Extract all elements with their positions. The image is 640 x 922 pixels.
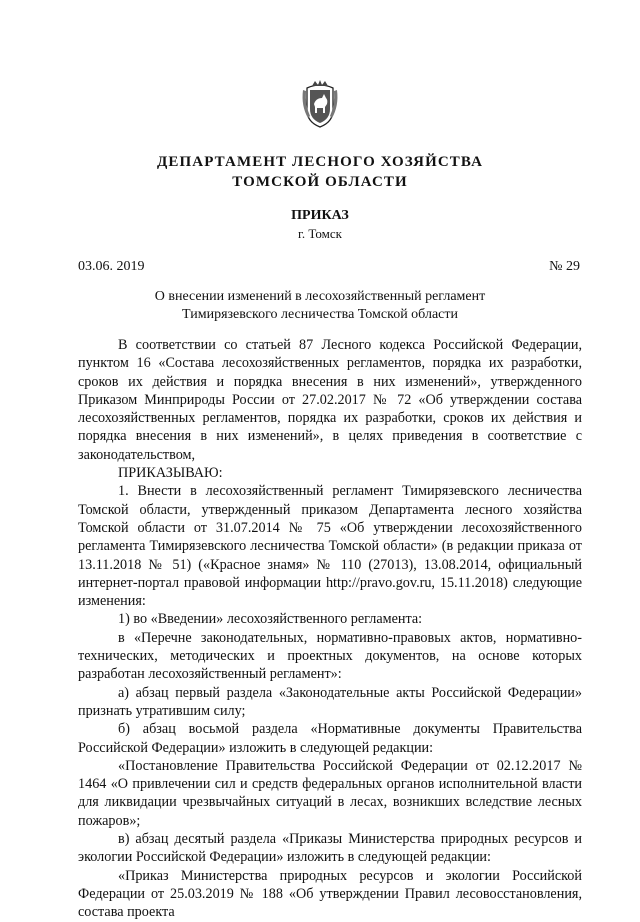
paragraph-list-of-acts: в «Перечне законодательных, нормативно-правовых актов, нормативно-технических, методических и проектных документов, на основе которых разработан лесохозяйственный регламент»:	[78, 629, 582, 683]
paragraph-clause-a: а) абзац первый раздела «Законодательные акты Российской Федерации» признать утратившим силу;	[78, 684, 582, 719]
paragraph-government-decree: «Постановление Правительства Российской Федерации от 02.12.2017 № 1464 «О привлечении сил и средств федеральных органов исполнительной власти для ликвидации чрезвычайных ситуаций в лесах, возникших вследствие лесных пожаров»;	[78, 757, 582, 829]
tomsk-coat-of-arms-icon	[300, 80, 340, 130]
document-city: г. Томск	[298, 226, 342, 241]
paragraph-item-1: 1. Внести в лесохозяйственный регламент Тимирязевского лесничества Томской области, утвержденный приказом Департамента лесного хозяйства Томской области от 31.07.2014 № 75 «Об утверждении лесохозяйственного регламента Тимирязевского лесничества Томской области» (в редакции приказа от 13.11.2018 № 51) («Красное знамя» № 110 (27013), 13.08.2014, официальный интернет-портал правовой информации http://pravo.gov.ru, 15.11.2018) следующие изменения:	[78, 483, 582, 610]
paragraph-subitem-introduction: 1) во «Введении» лесохозяйственного регламента:	[118, 611, 423, 628]
document-number: № 29	[549, 259, 580, 274]
department-line-2: ТОМСКОЙ ОБЛАСТИ	[232, 174, 408, 190]
document-body	[78, 336, 582, 922]
subject-line-1: О внесении изменений в лесохозяйственный регламент	[154, 289, 486, 304]
department-line-1: ДЕПАРТАМЕНТ ЛЕСНОГО ХОЗЯЙСТВА	[157, 154, 483, 170]
subject-line-2: Тимирязевского лесничества Томской области	[182, 307, 458, 322]
paragraph-ministry-order: «Приказ Министерства природных ресурсов и экологии Российской Федерации от 25.03.2019 № 188 «Об утверждении Правил лесовосстановления, состава проекта	[78, 867, 582, 921]
paragraph-order-word: ПРИКАЗЫВАЮ:	[118, 465, 223, 482]
document-subject	[0, 288, 640, 324]
paragraph-preamble: В соответствии со статьей 87 Лесного кодекса Российской Федерации, пунктом 16 «Состава лесохозяйственных регламентов, порядка их разработки, сроков их действия и порядка внесения в них изменений», утвержденного Приказом Минприроды России от 27.02.2017 № 72 «Об утверждении состава лесохозяйственных регламентов, порядка их разработки, сроков их действия и порядка внесения в них изменений», в целях приведения в соответствие с законодательством,	[78, 337, 582, 463]
department-name	[0, 152, 640, 192]
document-type: ПРИКАЗ	[291, 208, 349, 223]
paragraph-clause-c: в) абзац десятый раздела «Приказы Министерства природных ресурсов и экологии Российской Федерации» изложить в следующей редакции:	[78, 831, 582, 866]
document-date: 03.06. 2019	[78, 259, 145, 274]
paragraph-clause-b: б) абзац восьмой раздела «Нормативные документы Правительства Российской Федерации» изложить в следующей редакции:	[78, 721, 582, 756]
